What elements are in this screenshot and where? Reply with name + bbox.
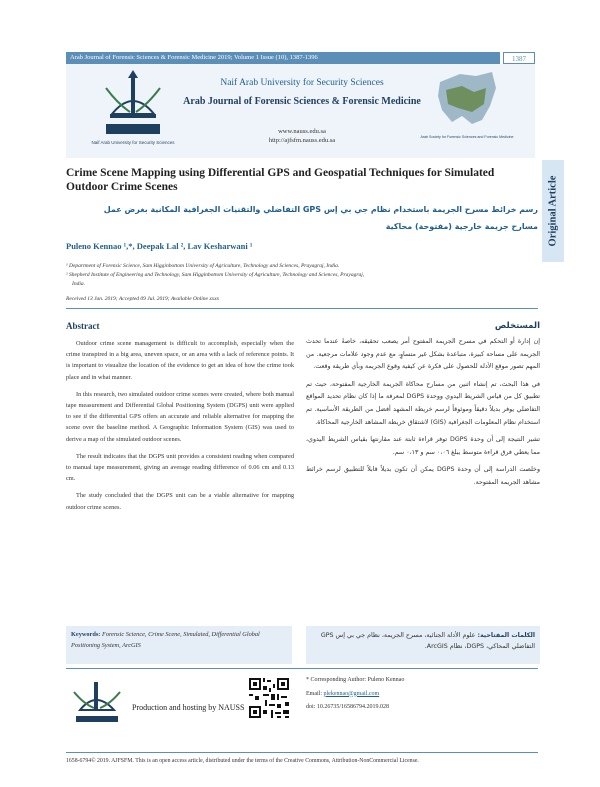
journal-url-1[interactable]: www.nauss.edu.sa bbox=[278, 128, 326, 135]
society-logo-caption: Arab Society for Forensic Sciences and Forensic Medicine bbox=[420, 135, 514, 139]
affiliation-2: ² Shepherd Institute of Engineering and Technology, Sam Higginbottom University of Agriculture, Technology and Sciences, Prayagraj, bbox=[66, 272, 365, 278]
qr-code[interactable] bbox=[247, 676, 291, 720]
abstract-paragraph: The result indicates that the DGPS unit provides a consistent reading when compared to manual tape measurement, giving an average reading difference of 0.06 cm and 0.13 cm. bbox=[66, 452, 294, 483]
production-logo bbox=[70, 676, 124, 730]
arabic-abstract-paragraph: تشير النتيجة إلى أن وحدة DGPS توفر قراءة ثابتة عند مقارنتها بقياس الشريط اليدوي، مما يعطي فرق قراءة متوسط يبلغ ٠،٠٦ سم و ٠،١٣ سم. bbox=[306, 436, 541, 456]
journal-url-2[interactable]: http://ajfsfm.nauss.edu.sa bbox=[268, 137, 336, 144]
journal-links bbox=[174, 127, 430, 145]
arabic-title-line-2: مسارح جريمة خارجية (مفتوحة) محاكية bbox=[385, 222, 538, 231]
society-logo bbox=[420, 66, 514, 154]
arabic-abstract-paragraph: وخلصت الدراسة إلى أن وحدة DGPS يمكن أن تكون بديلاً قابلاً للتطبيق لرسم خرائط مشاهد الجريمة المفتوحة. bbox=[306, 466, 540, 486]
arabic-keywords-box bbox=[306, 626, 540, 664]
authors: Puleno Kennao ¹,*, Deepak Lal ², Lav Kesharwani ¹ bbox=[66, 241, 253, 251]
doi[interactable]: doi: 10.26735/16586794.2019.028 bbox=[306, 704, 390, 710]
divider bbox=[66, 308, 538, 309]
affiliation-2-cont: India. bbox=[72, 281, 85, 287]
journal-name: Arab Journal of Forensic Sciences & Forensic Medicine bbox=[183, 96, 421, 107]
arabic-abstract-paragraph: في هذا البحث، تم إنشاء اثنين من مسارح محاكاة الجريمة الخارجية المفتوحة، حيث تم تطبيق كل من قياس الشريط اليدوي ووحدة DGPS لمعرفة ما إذا كان نظام تحديد المواقع التفاضلي يوفر بديلاً دقيقاً وموثوقاً لرسم خريطة المشهد أفضل من الطريقة الأساسية. تم استخدام نظام المعلومات الجغرافية (GIS) لاشتقاق خريطة المشاهد الخارجية المحاكاة. bbox=[306, 380, 540, 426]
running-header: Arab Journal of Forensic Sciences & Forensic Medicine 2019; Volume 1 Issue (10), 1387-1396 bbox=[66, 52, 500, 64]
arabic-abstract-body bbox=[306, 336, 540, 495]
keywords-box bbox=[66, 626, 292, 664]
abstract-body bbox=[66, 338, 294, 519]
arabic-keywords-text: علوم الأدلة الجنائية، مسرح الجريمة، نظام جي بي إس GPS التفاضلي المحاكي، DGPS، نظام ArcGIS. bbox=[320, 632, 535, 650]
email-link[interactable]: plekennao@gmail.com bbox=[323, 690, 380, 697]
arabic-abstract-paragraph: إن إدارة أو التحكم في مسرح الجريمة المفتوح أمر يصعب تحقيقه، خاصةً عندما تحدث الجريمة على مساحة كبيرة، متباعدة بشكل غير متساوٍ، مع عدم وجود علامات مرجعية. من المهم تصور موقع الأدلة للحصول على فكرة عن كيفية وقوع الجريمة وبأي طريقة وقعت. bbox=[306, 338, 540, 371]
article-title: Crime Scene Mapping using Differential GPS and Geospatial Techniques for Simulated Outdoor Crime Scenes bbox=[66, 167, 495, 193]
article-type-label: Original Article bbox=[547, 175, 559, 247]
correspondence bbox=[306, 674, 536, 715]
keywords-label: Keywords: bbox=[71, 631, 101, 638]
abstract-paragraph: In this research, two simulated outdoor crime scenes were created, where both manual tape measurement and Differential Global Positioning System (DGPS) unit were applied to see if the differential GPS offers an accurate and reliable alternative for mapping the scene over the baseline method. A Geographic Information System (GIS) was used to derive a map of the simulated outdoor scenes. bbox=[66, 390, 294, 443]
arabic-keywords-label: الكلمات المفتاحية: bbox=[477, 632, 535, 639]
corresponding-author: * Corresponding Author: Puleno Kennao bbox=[306, 677, 405, 683]
license-footer: 1658-6794© 2019. AJFSFM. This is an open access article, distributed under the terms of the Creative Commons, Attribution-NonCommercial License. bbox=[66, 758, 419, 764]
university-name: Naif Arab University for Security Sciences bbox=[220, 78, 384, 88]
arabic-abstract-heading: المستخلص bbox=[494, 321, 540, 331]
page-number: 1387 bbox=[503, 52, 535, 64]
arabic-title bbox=[70, 201, 538, 235]
article-type-tab bbox=[542, 160, 564, 262]
email-line bbox=[306, 688, 536, 702]
arabic-title-line-1: رسم خرائط مسرح الجريمة باستخدام نظام جي بي إس GPS التفاضلي والتقنيات الجغرافية المكانية بغرض عمل bbox=[103, 205, 538, 214]
nauss-logo-caption: Naif Arab University for Security Sciences bbox=[91, 140, 175, 145]
nauss-logo bbox=[91, 68, 175, 154]
abstract-paragraph: Outdoor crime scene management is difficult to accomplish, especially when the crime transpired in a big area, uneven space, or an area with a lack of reference points. It is important to visualize the location of the evidence to get an idea of how the crime took place and in what manner. bbox=[66, 340, 294, 381]
abstract-paragraph: The study concluded that the DGPS unit can be a viable alternative for mapping outdoor crime scenes. bbox=[66, 492, 294, 511]
affiliation-1: ¹ Department of Forensic Science, Sam Higginbottom University of Agriculture, Technology and Sciences, Prayagraj, India. bbox=[66, 263, 340, 269]
affiliations bbox=[66, 262, 506, 289]
article-dates: Received 13 Jan. 2019; Accepted 09 Jul. 2019; Available Online xxxx bbox=[66, 296, 220, 302]
divider bbox=[66, 752, 538, 753]
email-label: Email: bbox=[306, 690, 322, 697]
production-credit: Production and hosting by NAUSS bbox=[132, 703, 245, 712]
keywords-text: Forensic Science, Crime Scene, Simulated, Differential Global Positioning System, ArcGIS bbox=[71, 631, 260, 649]
divider bbox=[66, 668, 538, 669]
abstract-heading: Abstract bbox=[66, 321, 100, 331]
